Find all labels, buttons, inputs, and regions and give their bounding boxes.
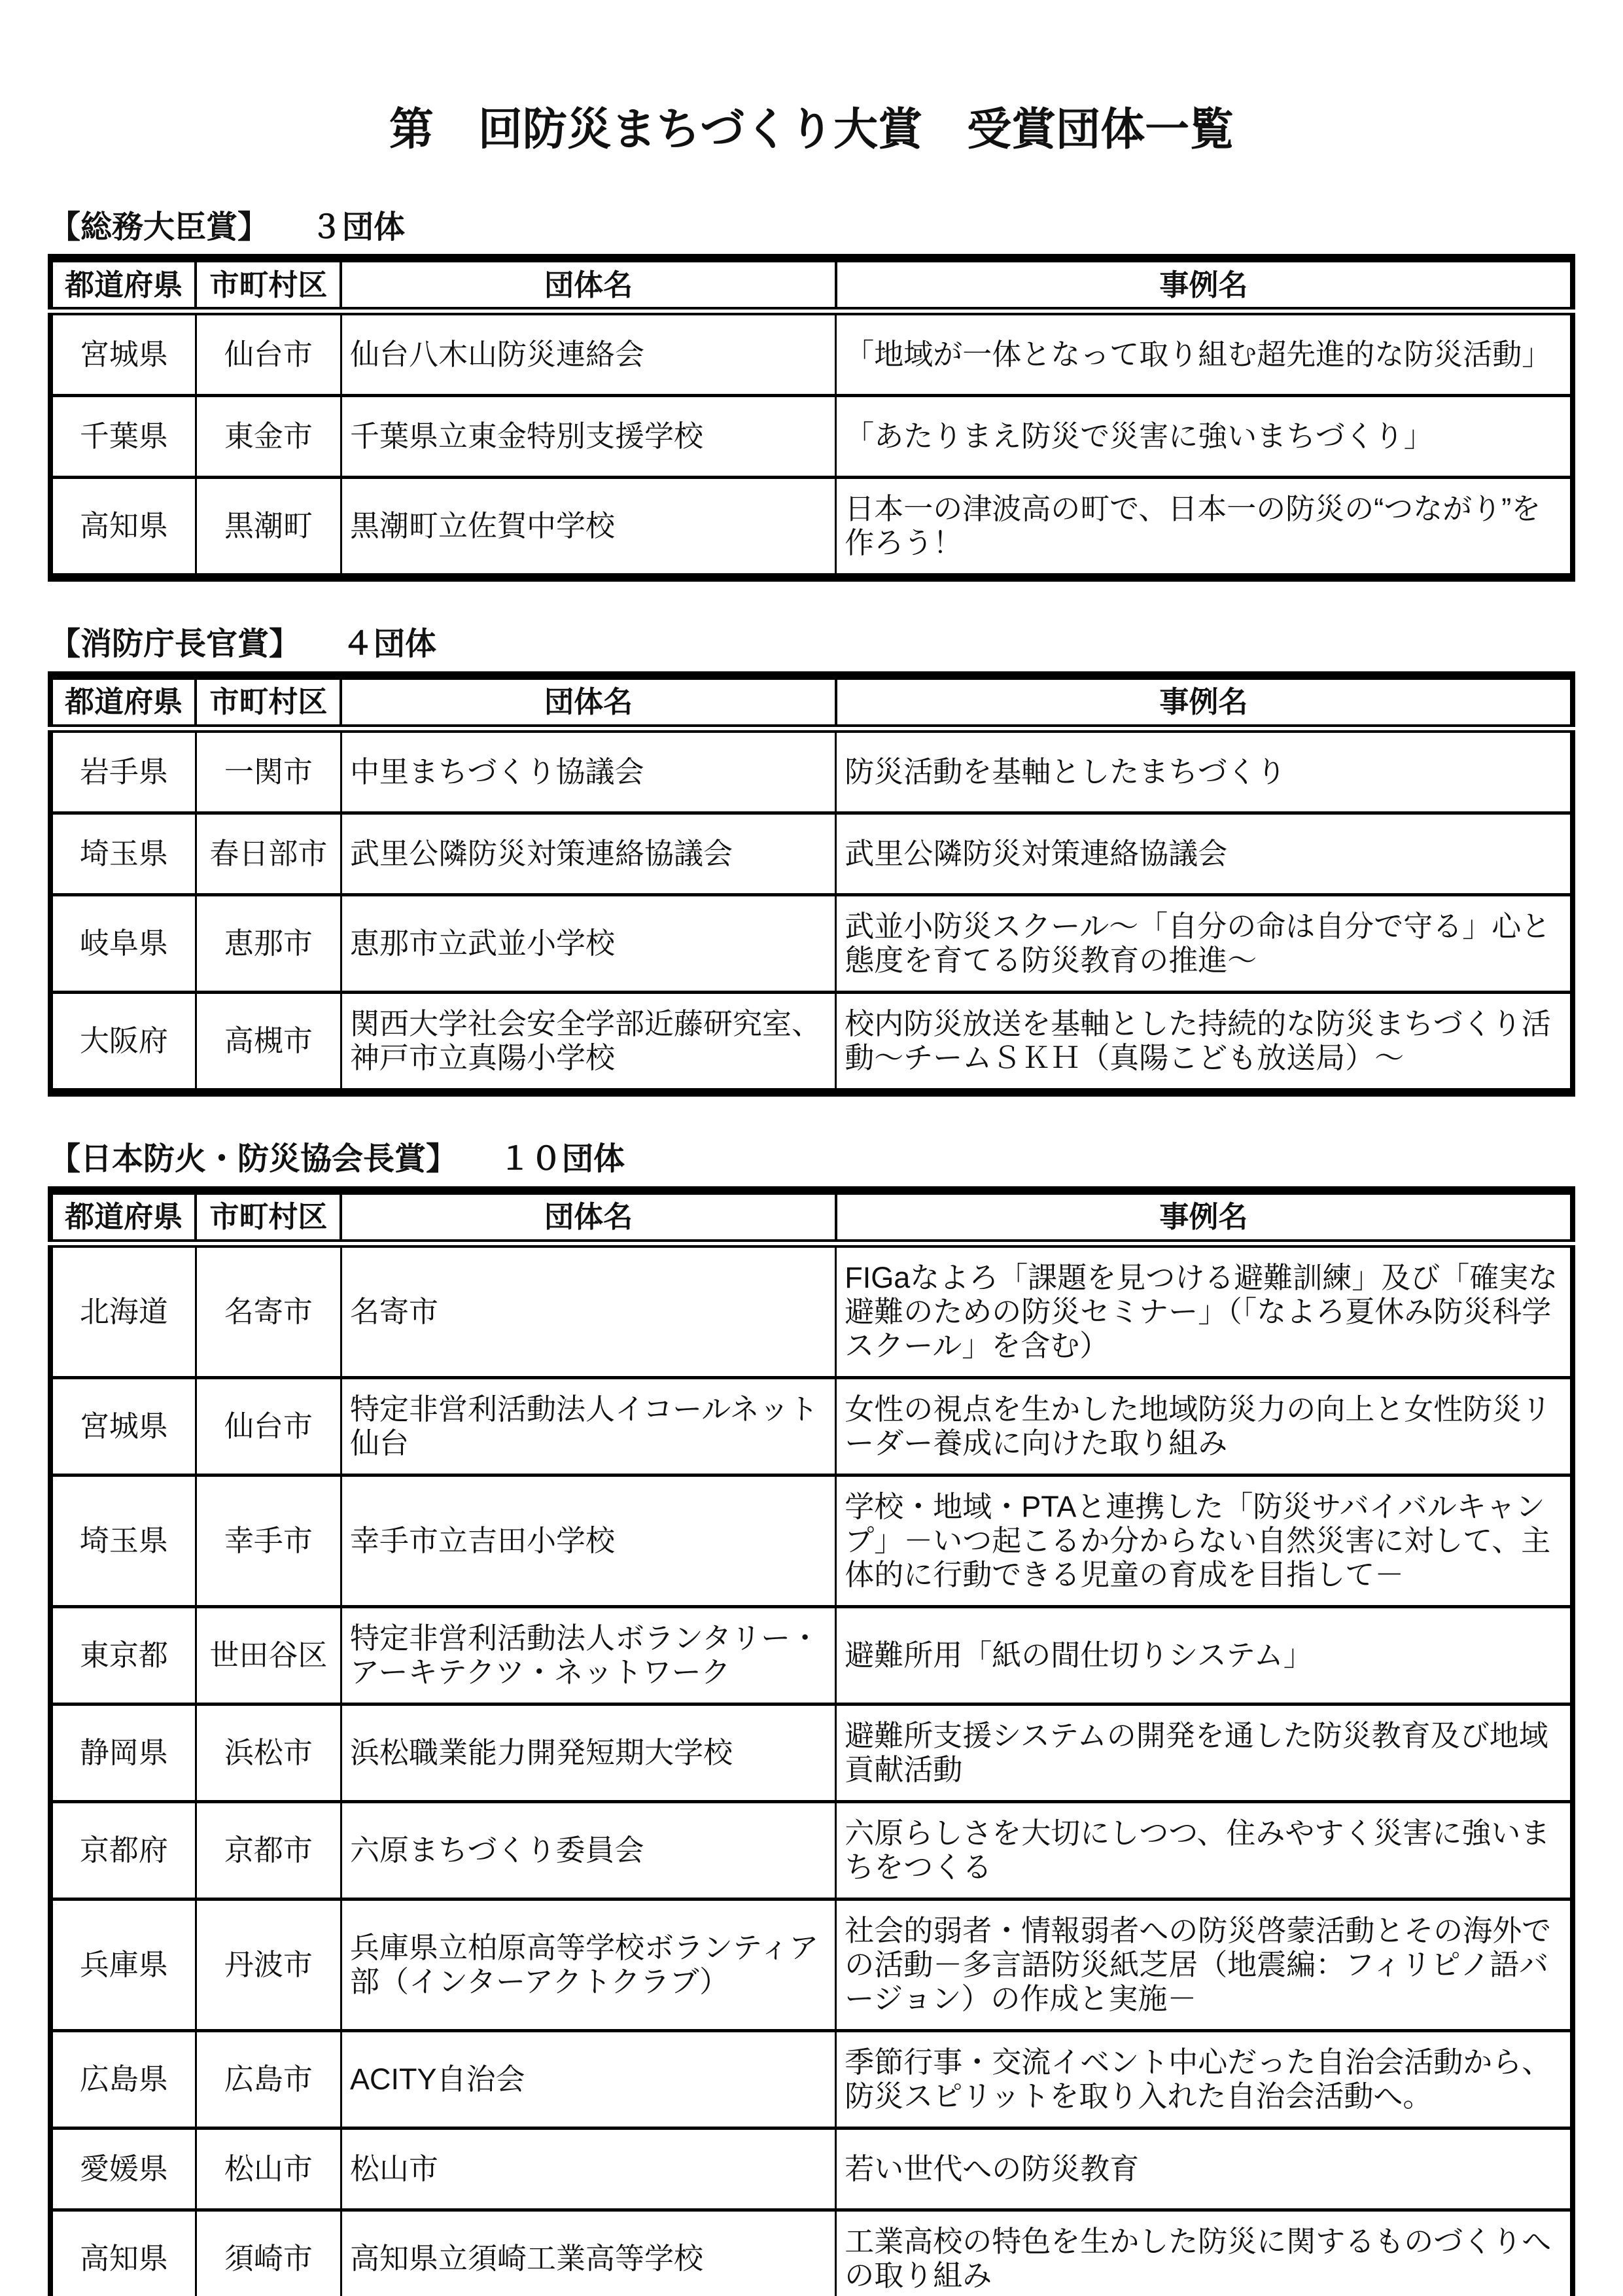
pref-cell: 岩手県 — [50, 729, 196, 813]
section-somu-daijin-sho — [48, 211, 1575, 582]
org-cell: 特定非営利活動法人イコールネット仙台 — [341, 1377, 835, 1475]
org-cell: 高知県立須崎工業高等学校 — [341, 2210, 835, 2296]
case-cell: 避難所用「紙の間仕切りシステム」 — [836, 1606, 1573, 1704]
table-row — [50, 1801, 1573, 1899]
award-name: 【総務大臣賞】 — [49, 209, 270, 245]
pref-cell: 京都府 — [50, 1801, 196, 1899]
case-cell: 若い世代への防災教育 — [836, 2128, 1573, 2210]
org-cell: 兵庫県立柏原高等学校ボランティア部（インターアクトクラブ） — [341, 1899, 835, 2030]
table-row — [50, 1377, 1573, 1475]
col-header-pref: 都道府県 — [50, 676, 196, 729]
table-row — [50, 813, 1573, 895]
table-row — [50, 729, 1573, 813]
pref-cell: 東京都 — [50, 1606, 196, 1704]
col-header-city: 市町村区 — [196, 258, 341, 311]
case-cell: 季節行事・交流イベント中心だった自治会活動から、防災スピリットを取り入れた自治会活動へ。 — [836, 2030, 1573, 2128]
table-row — [50, 1899, 1573, 2030]
col-header-pref: 都道府県 — [50, 258, 196, 311]
case-cell: 避難所支援システムの開発を通した防災教育及び地域貢献活動 — [836, 1704, 1573, 1801]
col-header-org: 団体名 — [341, 676, 835, 729]
table-row — [50, 311, 1573, 396]
pref-cell: 愛媛県 — [50, 2128, 196, 2210]
table-row — [50, 1243, 1573, 1377]
city-cell: 須崎市 — [196, 2210, 341, 2296]
table-header-row — [50, 258, 1573, 311]
city-cell: 恵那市 — [196, 895, 341, 993]
case-cell: 女性の視点を生かした地域防災力の向上と女性防災リーダー養成に向けた取り組み — [836, 1377, 1573, 1475]
org-cell: 幸手市立吉田小学校 — [341, 1475, 835, 1606]
page-title: 第 回防災まちづくり大賞 受賞団体一覧 — [389, 105, 1234, 154]
city-cell: 丹波市 — [196, 1899, 341, 2030]
pref-cell: 千葉県 — [50, 396, 196, 478]
pref-cell: 兵庫県 — [50, 1899, 196, 2030]
city-cell: 京都市 — [196, 1801, 341, 1899]
table-row — [50, 993, 1573, 1093]
award-table-1 — [48, 254, 1575, 582]
pref-cell: 埼玉県 — [50, 1475, 196, 1606]
city-cell: 名寄市 — [196, 1243, 341, 1377]
table-row — [50, 1606, 1573, 1704]
case-cell: 社会的弱者・情報弱者への防災啓蒙活動とその海外での活動－多言語防災紙芝居（地震編：フィリピノ語バージョン）の作成と実施－ — [836, 1899, 1573, 2030]
case-cell: FIGaなよろ「課題を見つける避難訓練」及び「確実な避難のための防災セミナー」（「なよろ夏休み防災科学スクール」を含む） — [836, 1243, 1573, 1377]
org-cell: 名寄市 — [341, 1243, 835, 1377]
city-cell: 浜松市 — [196, 1704, 341, 1801]
org-cell: 千葉県立東金特別支援学校 — [341, 396, 835, 478]
pref-cell: 北海道 — [50, 1243, 196, 1377]
pref-cell: 高知県 — [50, 2210, 196, 2296]
award-count: １０団体 — [499, 1142, 625, 1177]
org-cell: 六原まちづくり委員会 — [341, 1801, 835, 1899]
pref-cell: 広島県 — [50, 2030, 196, 2128]
table-row — [50, 478, 1573, 578]
table-row — [50, 2030, 1573, 2128]
col-header-case: 事例名 — [836, 1190, 1573, 1243]
col-header-city: 市町村区 — [196, 676, 341, 729]
pref-cell: 静岡県 — [50, 1704, 196, 1801]
city-cell: 春日部市 — [196, 813, 341, 895]
section-shobocho-chokan-sho — [48, 627, 1575, 1097]
case-cell: 「地域が一体となって取り組む超先進的な防災活動」 — [836, 311, 1573, 396]
section-heading — [49, 627, 1575, 662]
col-header-city: 市町村区 — [196, 1190, 341, 1243]
award-count: ３団体 — [311, 209, 406, 245]
col-header-case: 事例名 — [836, 258, 1573, 311]
city-cell: 幸手市 — [196, 1475, 341, 1606]
org-cell: 恵那市立武並小学校 — [341, 895, 835, 993]
section-heading — [49, 1142, 1575, 1177]
award-name: 【日本防火・防災協会長賞】 — [49, 1142, 458, 1177]
pref-cell: 高知県 — [50, 478, 196, 578]
case-cell: 防災活動を基軸としたまちづくり — [836, 729, 1573, 813]
table-row — [50, 895, 1573, 993]
city-cell: 仙台市 — [196, 1377, 341, 1475]
table-row — [50, 2210, 1573, 2296]
case-cell: 武並小防災スクール～「自分の命は自分で守る」心と態度を育てる防災教育の推進～ — [836, 895, 1573, 993]
case-cell: 日本一の津波高の町で、日本一の防災の“つながり”を作ろう！ — [836, 478, 1573, 578]
award-table-3 — [48, 1186, 1575, 2296]
org-cell: 仙台八木山防災連絡会 — [341, 311, 835, 396]
org-cell: 中里まちづくり協議会 — [341, 729, 835, 813]
table-row — [50, 396, 1573, 478]
city-cell: 仙台市 — [196, 311, 341, 396]
org-cell: 特定非営利活動法人ボランタリー・アーキテクツ・ネットワーク — [341, 1606, 835, 1704]
org-cell: 松山市 — [341, 2128, 835, 2210]
table-row — [50, 1704, 1573, 1801]
org-cell: 黒潮町立佐賀中学校 — [341, 478, 835, 578]
case-cell: 校内防災放送を基軸とした持続的な防災まちづくり活動～チームＳＫＨ（真陽こども放送局）～ — [836, 993, 1573, 1093]
table-row — [50, 1475, 1573, 1606]
city-cell: 世田谷区 — [196, 1606, 341, 1704]
org-cell: 関西大学社会安全学部近藤研究室、神戸市立真陽小学校 — [341, 993, 835, 1093]
pref-cell: 宮城県 — [50, 311, 196, 396]
section-nihon-boka-bosai-kyokaicho-sho — [48, 1142, 1575, 2296]
org-cell: 浜松職業能力開発短期大学校 — [341, 1704, 835, 1801]
case-cell: 六原らしさを大切にしつつ、住みやすく災害に強いまちをつくる — [836, 1801, 1573, 1899]
org-cell: ACITY自治会 — [341, 2030, 835, 2128]
col-header-case: 事例名 — [836, 676, 1573, 729]
case-cell: 「あたりまえ防災で災害に強いまちづくり」 — [836, 396, 1573, 478]
city-cell: 東金市 — [196, 396, 341, 478]
pref-cell: 埼玉県 — [50, 813, 196, 895]
table-header-row — [50, 1190, 1573, 1243]
section-heading — [49, 211, 1575, 245]
city-cell: 黒潮町 — [196, 478, 341, 578]
award-name: 【消防庁長官賞】 — [49, 627, 301, 662]
col-header-org: 団体名 — [341, 1190, 835, 1243]
award-count: ４団体 — [342, 627, 437, 662]
table-row — [50, 2128, 1573, 2210]
case-cell: 学校・地域・PTAと連携した「防災サバイバルキャンプ」－いつ起こるか分からない自然災害に対して、主体的に行動できる児童の育成を目指して－ — [836, 1475, 1573, 1606]
city-cell: 高槻市 — [196, 993, 341, 1093]
city-cell: 広島市 — [196, 2030, 341, 2128]
org-cell: 武里公隣防災対策連絡協議会 — [341, 813, 835, 895]
city-cell: 一関市 — [196, 729, 341, 813]
col-header-pref: 都道府県 — [50, 1190, 196, 1243]
case-cell: 工業高校の特色を生かした防災に関するものづくりへの取り組み — [836, 2210, 1573, 2296]
pref-cell: 岐阜県 — [50, 895, 196, 993]
case-cell: 武里公隣防災対策連絡協議会 — [836, 813, 1573, 895]
city-cell: 松山市 — [196, 2128, 341, 2210]
pref-cell: 大阪府 — [50, 993, 196, 1093]
pref-cell: 宮城県 — [50, 1377, 196, 1475]
col-header-org: 団体名 — [341, 258, 835, 311]
award-table-2 — [48, 671, 1575, 1097]
table-header-row — [50, 676, 1573, 729]
